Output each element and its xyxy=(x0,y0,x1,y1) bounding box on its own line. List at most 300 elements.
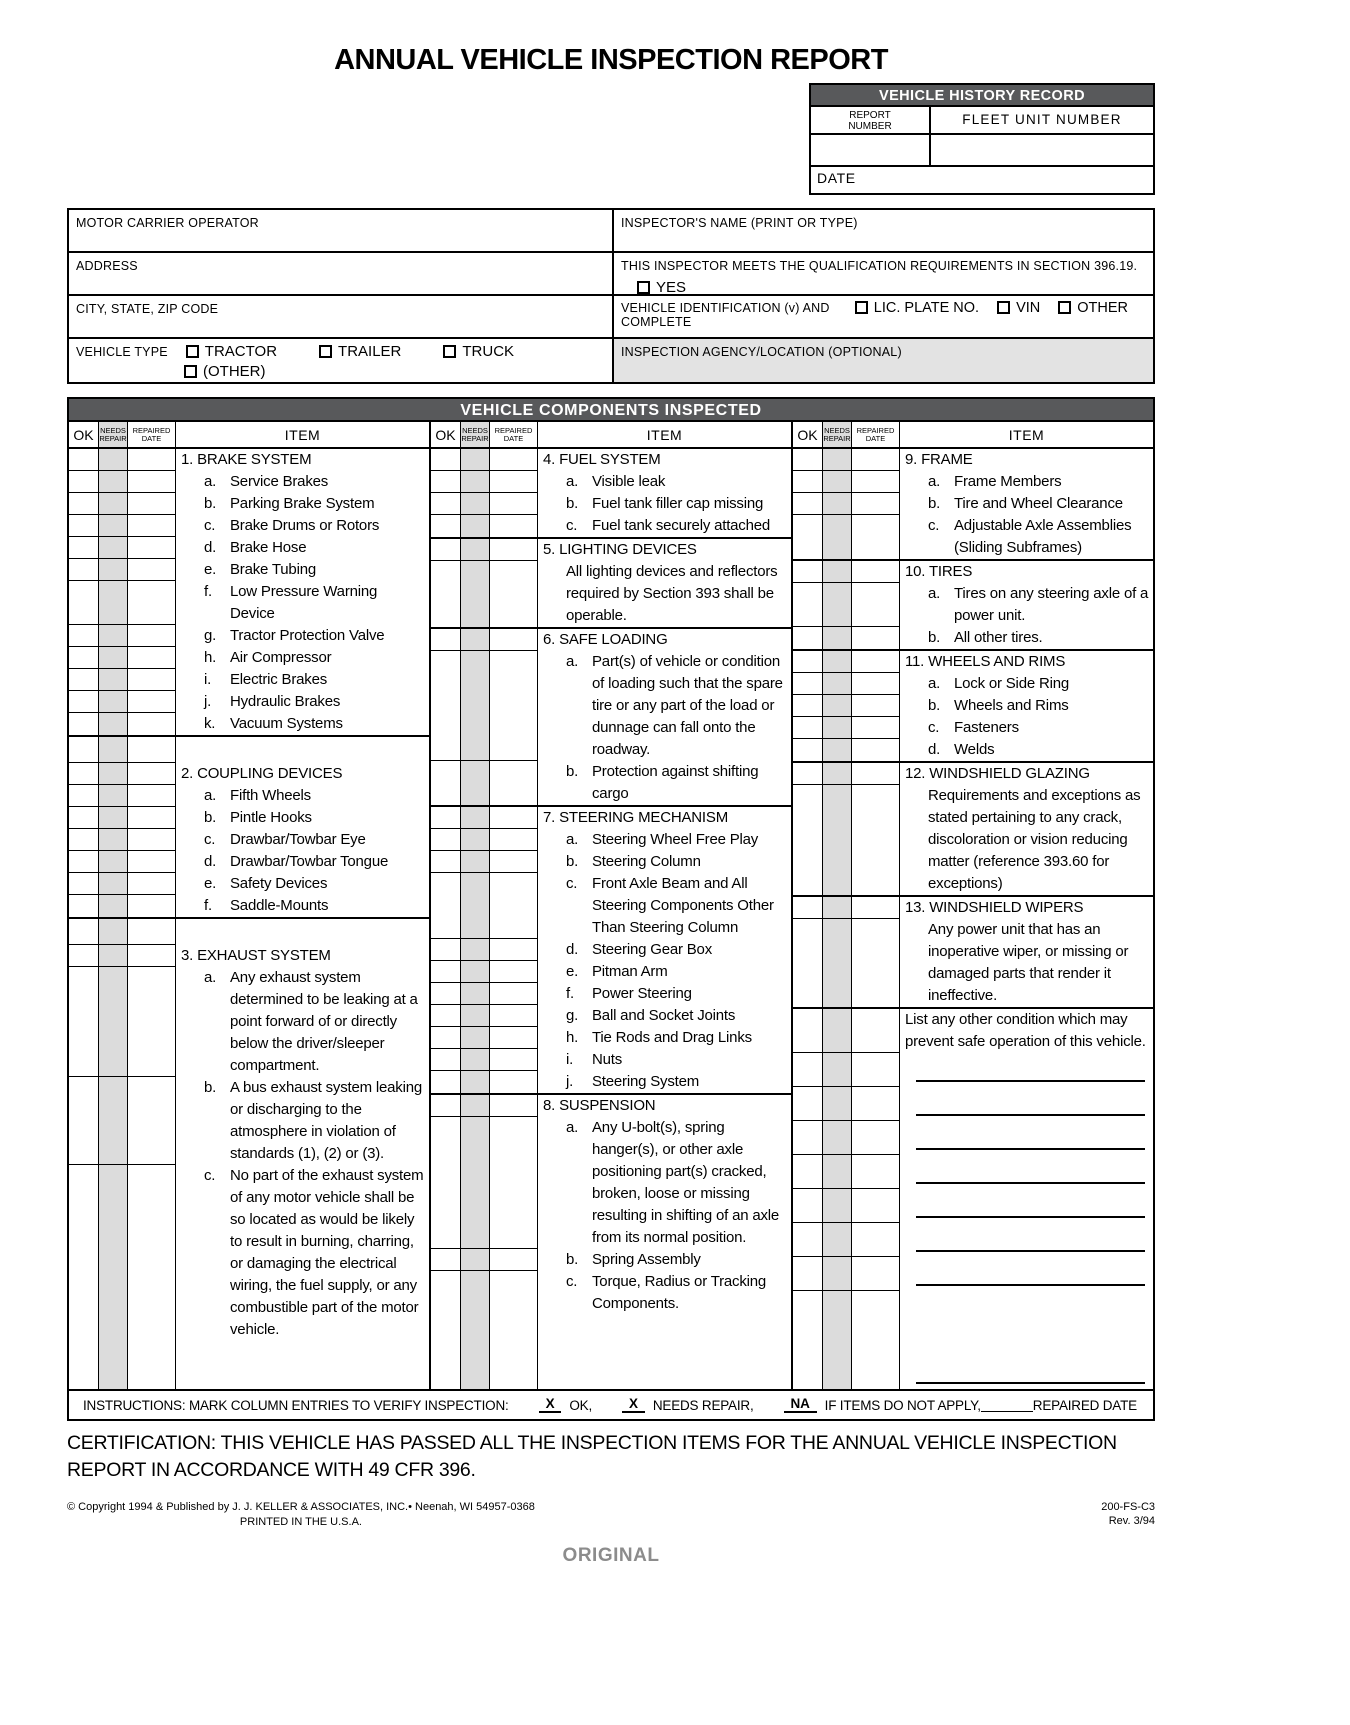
ok-cell[interactable] xyxy=(431,807,461,829)
item-text xyxy=(900,583,1153,627)
ok-cell[interactable] xyxy=(793,651,823,673)
needs-repair-cell[interactable] xyxy=(823,897,852,919)
needs-repair-cell[interactable] xyxy=(99,895,128,917)
item-label: Fuel tank securely attached xyxy=(592,517,771,534)
needs-repair-cell[interactable] xyxy=(461,1005,490,1027)
ok-cell[interactable] xyxy=(793,583,823,627)
item-text xyxy=(538,873,791,939)
repaired-date-cell[interactable] xyxy=(852,695,900,717)
repaired-date-cell[interactable] xyxy=(490,561,538,627)
needs-repair-cell[interactable] xyxy=(99,873,128,895)
ok-cell[interactable] xyxy=(431,1027,461,1049)
needs-repair-cell[interactable] xyxy=(461,1071,490,1093)
ok-cell[interactable] xyxy=(69,1077,99,1165)
component-section xyxy=(793,449,1153,559)
needs-repair-cell[interactable] xyxy=(99,737,128,763)
repaired-date-cell[interactable] xyxy=(852,1053,900,1087)
repaired-date-cell[interactable] xyxy=(128,1165,176,1389)
ok-cell[interactable] xyxy=(69,449,99,471)
needs-repair-cell[interactable] xyxy=(823,1087,852,1121)
component-section xyxy=(793,559,1153,649)
fleet-unit-number-field[interactable] xyxy=(931,135,1153,167)
item-letter: a. xyxy=(566,831,579,848)
ok-cell[interactable] xyxy=(431,761,461,805)
repaired-date-cell[interactable] xyxy=(852,1121,900,1155)
needs-repair-cell[interactable] xyxy=(823,449,852,471)
repaired-date-cell[interactable] xyxy=(490,1117,538,1249)
needs-repair-cell[interactable] xyxy=(461,539,490,561)
component-row xyxy=(69,647,429,669)
ok-cell[interactable] xyxy=(431,539,461,561)
ok-cell[interactable] xyxy=(69,873,99,895)
ok-cell[interactable] xyxy=(431,1249,461,1271)
ok-cell[interactable] xyxy=(431,629,461,651)
needs-repair-cell[interactable] xyxy=(461,807,490,829)
ok-cell[interactable] xyxy=(69,851,99,873)
repaired-date-cell[interactable] xyxy=(128,895,176,917)
repaired-date-cell[interactable] xyxy=(128,647,176,669)
needs-repair-cell[interactable] xyxy=(99,625,128,647)
component-row xyxy=(793,1009,1153,1053)
repaired-date-cell[interactable] xyxy=(490,471,538,493)
needs-repair-cell[interactable] xyxy=(461,1095,490,1117)
needs-repair-cell[interactable] xyxy=(461,493,490,515)
ok-cell[interactable] xyxy=(431,561,461,627)
repaired-date-cell[interactable] xyxy=(128,625,176,647)
needs-repair-cell[interactable] xyxy=(99,669,128,691)
original-label: ORIGINAL xyxy=(562,1545,660,1566)
repaired-date-cell[interactable] xyxy=(490,1095,538,1117)
ok-cell[interactable] xyxy=(69,1165,99,1389)
ok-cell[interactable] xyxy=(69,829,99,851)
repaired-date-cell[interactable] xyxy=(490,1071,538,1093)
needs-repair-cell[interactable] xyxy=(823,1053,852,1087)
repaired-date-cell[interactable] xyxy=(852,763,900,785)
needs-repair-cell[interactable] xyxy=(823,651,852,673)
repaired-date-cell[interactable] xyxy=(128,737,176,763)
na-mark-label: IF ITEMS DO NOT APPLY, xyxy=(824,1397,981,1413)
needs-repair-cell[interactable] xyxy=(823,627,852,649)
repaired-date-cell[interactable] xyxy=(852,919,900,1007)
item-label: Vacuum Systems xyxy=(230,715,343,732)
repaired-date-cell[interactable] xyxy=(852,1009,900,1053)
item-label: Parking Brake System xyxy=(230,495,375,512)
motor-carrier-operator-field[interactable] xyxy=(69,210,612,253)
city-state-zip-field[interactable] xyxy=(69,296,612,339)
repaired-date-cell[interactable] xyxy=(852,1257,900,1291)
component-row xyxy=(69,537,429,559)
repaired-date-cell[interactable] xyxy=(490,539,538,561)
truck-checkbox[interactable] xyxy=(443,345,456,358)
repaired-date-cell[interactable] xyxy=(852,515,900,559)
needs-repair-cell[interactable] xyxy=(461,983,490,1005)
ok-cell[interactable] xyxy=(793,1291,823,1389)
needs-repair-cell[interactable] xyxy=(823,583,852,627)
item-label: Welds xyxy=(954,741,995,758)
needs-repair-cell[interactable] xyxy=(99,945,128,967)
repaired-date-cell[interactable] xyxy=(128,967,176,1077)
repaired-date-cell[interactable] xyxy=(852,627,900,649)
repaired-date-cell[interactable] xyxy=(128,559,176,581)
component-row xyxy=(431,1117,791,1249)
ok-cell[interactable] xyxy=(69,647,99,669)
needs-repair-cell[interactable] xyxy=(461,1117,490,1249)
item-letter: b. xyxy=(928,629,941,646)
needs-repair-cell[interactable] xyxy=(461,761,490,805)
needs-repair-cell[interactable] xyxy=(461,449,490,471)
repaired-date-cell[interactable] xyxy=(128,669,176,691)
ok-cell[interactable] xyxy=(69,581,99,625)
repaired-date-cell[interactable] xyxy=(128,515,176,537)
address-field[interactable] xyxy=(69,253,612,296)
repaired-date-cell[interactable] xyxy=(128,919,176,945)
needs-repair-cell[interactable] xyxy=(823,1009,852,1053)
ok-cell[interactable] xyxy=(793,449,823,471)
needs-repair-cell[interactable] xyxy=(823,493,852,515)
needs-repair-cell[interactable] xyxy=(461,629,490,651)
ok-cell[interactable] xyxy=(69,737,99,763)
ok-cell[interactable] xyxy=(431,1049,461,1071)
other-id-checkbox[interactable] xyxy=(1058,301,1071,314)
repaired-date-cell[interactable] xyxy=(128,763,176,785)
needs-repair-cell[interactable] xyxy=(99,919,128,945)
repaired-date-cell[interactable] xyxy=(490,651,538,761)
needs-repair-cell[interactable] xyxy=(823,1291,852,1389)
needs-repair-cell[interactable] xyxy=(461,829,490,851)
needs-repair-cell[interactable] xyxy=(99,559,128,581)
needs-repair-cell[interactable] xyxy=(461,1271,490,1389)
repaired-date-cell[interactable] xyxy=(852,739,900,761)
ok-cell[interactable] xyxy=(793,627,823,649)
write-in-line[interactable] xyxy=(916,1182,1145,1184)
ok-cell[interactable] xyxy=(793,1053,823,1087)
repaired-date-cell[interactable] xyxy=(128,851,176,873)
repaired-date-cell[interactable] xyxy=(128,471,176,493)
vehicle-type-option-truck xyxy=(443,343,514,360)
needs-repair-cell[interactable] xyxy=(99,471,128,493)
needs-repair-cell[interactable] xyxy=(99,829,128,851)
component-row xyxy=(793,583,1153,627)
needs-repair-cell[interactable] xyxy=(823,717,852,739)
ok-cell[interactable] xyxy=(431,939,461,961)
ok-cell[interactable] xyxy=(431,493,461,515)
repaired-date-cell[interactable] xyxy=(490,1005,538,1027)
needs-repair-cell[interactable] xyxy=(99,493,128,515)
ok-cell[interactable] xyxy=(431,651,461,761)
repaired-date-cell[interactable] xyxy=(852,1223,900,1257)
ok-cell[interactable] xyxy=(431,961,461,983)
repaired-date-cell[interactable] xyxy=(128,713,176,735)
needs-repair-cell[interactable] xyxy=(461,961,490,983)
write-in-line[interactable] xyxy=(916,1080,1145,1082)
repaired-date-cell[interactable] xyxy=(852,651,900,673)
repaired-date-cell[interactable] xyxy=(852,493,900,515)
ok-cell[interactable] xyxy=(69,967,99,1077)
item-text xyxy=(176,537,429,559)
repaired-date-cell[interactable] xyxy=(490,761,538,805)
ok-cell[interactable] xyxy=(431,449,461,471)
repaired-date-cell[interactable] xyxy=(852,561,900,583)
item-letter: i. xyxy=(566,1051,574,1068)
ok-cell[interactable] xyxy=(793,695,823,717)
ok-cell[interactable] xyxy=(793,717,823,739)
yes-checkbox[interactable] xyxy=(637,281,650,294)
ok-cell[interactable] xyxy=(793,1009,823,1053)
ok-cell[interactable] xyxy=(793,1223,823,1257)
needs-repair-cell[interactable] xyxy=(461,471,490,493)
item-text xyxy=(176,515,429,537)
repaired-date-cell[interactable] xyxy=(490,1027,538,1049)
ok-cell[interactable] xyxy=(793,1087,823,1121)
item-letter: a. xyxy=(566,1119,579,1136)
lic-plate-checkbox[interactable] xyxy=(855,301,868,314)
repaired-date-cell[interactable] xyxy=(490,1249,538,1271)
ok-cell[interactable] xyxy=(793,561,823,583)
item-label: Tire and Wheel Clearance xyxy=(954,495,1123,512)
needs-repair-cell[interactable] xyxy=(99,851,128,873)
item-label: Any U-bolt(s), spring hanger(s), or other axle positioning part(s) cracked, broken, loose or missing resulting in shifting of an axle from its normal position. xyxy=(592,1119,780,1246)
needs-repair-cell[interactable] xyxy=(823,1189,852,1223)
repaired-date-cell[interactable] xyxy=(128,493,176,515)
ok-cell[interactable] xyxy=(69,895,99,917)
repaired-date-cell[interactable] xyxy=(490,983,538,1005)
needs-repair-cell[interactable] xyxy=(823,785,852,895)
components-column-2 xyxy=(429,422,791,1389)
ok-cell[interactable] xyxy=(69,493,99,515)
needs-repair-cell[interactable] xyxy=(99,807,128,829)
repaired-date-cell[interactable] xyxy=(852,583,900,627)
repaired-date-cell[interactable] xyxy=(490,493,538,515)
ok-cell[interactable] xyxy=(69,919,99,945)
needs-repair-cell[interactable] xyxy=(99,647,128,669)
needs-repair-cell[interactable] xyxy=(99,763,128,785)
ok-cell[interactable] xyxy=(793,515,823,559)
ok-cell[interactable] xyxy=(431,851,461,873)
needs-repair-cell[interactable] xyxy=(99,1165,128,1389)
component-row xyxy=(431,807,791,829)
column-headers xyxy=(69,422,429,449)
needs-repair-cell[interactable] xyxy=(461,515,490,537)
item-letter: a. xyxy=(928,675,941,692)
ok-cell[interactable] xyxy=(69,713,99,735)
repaired-date-cell[interactable] xyxy=(128,807,176,829)
item-letter: e. xyxy=(204,561,217,578)
repaired-date-cell[interactable] xyxy=(128,829,176,851)
footer xyxy=(67,1500,1155,1529)
needs-repair-cell[interactable] xyxy=(99,713,128,735)
ok-cell[interactable] xyxy=(431,873,461,939)
ok-cell[interactable] xyxy=(793,1121,823,1155)
repaired-date-cell[interactable] xyxy=(490,873,538,939)
components-columns xyxy=(69,422,1153,1389)
repaired-date-cell[interactable] xyxy=(128,873,176,895)
repaired-date-cell[interactable] xyxy=(128,449,176,471)
vin-checkbox[interactable] xyxy=(997,301,1010,314)
repaired-date-cell[interactable] xyxy=(490,449,538,471)
trailer-checkbox[interactable] xyxy=(319,345,332,358)
ok-cell[interactable] xyxy=(793,919,823,1007)
other-vehicle-label: (OTHER) xyxy=(203,363,266,380)
component-row xyxy=(69,763,429,785)
repaired-date-cell[interactable] xyxy=(128,691,176,713)
write-in-line[interactable] xyxy=(916,1148,1145,1150)
component-row xyxy=(69,737,429,763)
ok-cell[interactable] xyxy=(69,785,99,807)
needs-repair-cell[interactable] xyxy=(99,449,128,471)
needs-repair-cell[interactable] xyxy=(823,471,852,493)
needs-repair-cell[interactable] xyxy=(823,1121,852,1155)
report-number-field[interactable] xyxy=(811,135,931,167)
ok-cell[interactable] xyxy=(793,493,823,515)
component-row xyxy=(431,873,791,939)
ok-cell[interactable] xyxy=(793,471,823,493)
repaired-date-cell[interactable] xyxy=(852,673,900,695)
ok-cell[interactable] xyxy=(431,1005,461,1027)
needs-repair-cell[interactable] xyxy=(461,1027,490,1049)
needs-repair-cell[interactable] xyxy=(461,939,490,961)
needs-repair-cell[interactable] xyxy=(823,919,852,1007)
repaired-date-cell[interactable] xyxy=(490,851,538,873)
repaired-date-header: REPAIRED DATE xyxy=(128,422,176,447)
item-letter: c. xyxy=(566,1273,578,1290)
repaired-date-cell[interactable] xyxy=(128,1077,176,1165)
needs-repair-cell[interactable] xyxy=(99,1077,128,1165)
ok-cell[interactable] xyxy=(69,945,99,967)
item-text xyxy=(176,807,429,829)
ok-cell[interactable] xyxy=(793,763,823,785)
item-letter: b. xyxy=(204,495,217,512)
needs-repair-cell[interactable] xyxy=(823,515,852,559)
repaired-date-cell[interactable] xyxy=(852,1291,900,1389)
item-letter: c. xyxy=(204,1167,216,1184)
ok-cell[interactable] xyxy=(69,471,99,493)
ok-cell[interactable] xyxy=(431,515,461,537)
write-in-line[interactable] xyxy=(916,1382,1145,1384)
ok-cell[interactable] xyxy=(69,625,99,647)
needs-repair-cell[interactable] xyxy=(823,1257,852,1291)
carrier-info-column xyxy=(69,210,614,382)
ok-cell[interactable] xyxy=(431,1117,461,1249)
write-in-line[interactable] xyxy=(916,1284,1145,1286)
ok-cell[interactable] xyxy=(793,897,823,919)
needs-repair-cell[interactable] xyxy=(823,673,852,695)
ok-cell[interactable] xyxy=(431,1271,461,1389)
needs-repair-cell[interactable] xyxy=(823,1223,852,1257)
repaired-date-cell[interactable] xyxy=(490,1049,538,1071)
needs-repair-cell[interactable] xyxy=(461,651,490,761)
repaired-date-cell[interactable] xyxy=(490,1271,538,1389)
repaired-date-cell[interactable] xyxy=(490,515,538,537)
item-label: Torque, Radius or Tracking Components. xyxy=(592,1273,767,1312)
repaired-date-cell[interactable] xyxy=(490,807,538,829)
needs-repair-cell[interactable] xyxy=(99,581,128,625)
repaired-date-cell[interactable] xyxy=(852,785,900,895)
tractor-checkbox[interactable] xyxy=(186,345,199,358)
ok-cell[interactable] xyxy=(69,763,99,785)
component-row xyxy=(431,629,791,651)
inspection-agency-field[interactable] xyxy=(614,339,1153,382)
item-header: ITEM xyxy=(646,426,683,443)
needs-repair-cell[interactable] xyxy=(823,1155,852,1189)
repaired-date-cell[interactable] xyxy=(852,1087,900,1121)
item-text xyxy=(538,1049,791,1071)
ok-cell[interactable] xyxy=(69,669,99,691)
item-label: Air Compressor xyxy=(230,649,332,666)
ok-cell[interactable] xyxy=(793,785,823,895)
ok-cell[interactable] xyxy=(431,1095,461,1117)
ok-cell[interactable] xyxy=(431,983,461,1005)
needs-repair-cell[interactable] xyxy=(461,851,490,873)
needs-repair-cell[interactable] xyxy=(99,537,128,559)
component-row xyxy=(69,493,429,515)
date-field[interactable] xyxy=(811,167,1153,193)
ok-cell[interactable] xyxy=(793,673,823,695)
repaired-date-cell[interactable] xyxy=(490,939,538,961)
needs-repair-cell[interactable] xyxy=(99,515,128,537)
ok-cell[interactable] xyxy=(69,537,99,559)
write-in-line[interactable] xyxy=(916,1114,1145,1116)
repaired-date-cell[interactable] xyxy=(490,829,538,851)
repaired-date-cell[interactable] xyxy=(128,785,176,807)
component-row xyxy=(431,1249,791,1271)
repaired-date-cell[interactable] xyxy=(852,717,900,739)
repaired-date-cell[interactable] xyxy=(128,581,176,625)
needs-repair-cell[interactable] xyxy=(823,763,852,785)
needs-repair-cell[interactable] xyxy=(99,785,128,807)
inspector-name-field[interactable] xyxy=(614,210,1153,253)
needs-repair-cell[interactable] xyxy=(461,873,490,939)
repaired-date-cell[interactable] xyxy=(128,945,176,967)
ok-cell[interactable] xyxy=(793,1189,823,1223)
write-in-line[interactable] xyxy=(916,1250,1145,1252)
repaired-date-cell[interactable] xyxy=(128,537,176,559)
ok-cell[interactable] xyxy=(69,691,99,713)
ok-cell[interactable] xyxy=(69,807,99,829)
ok-cell[interactable] xyxy=(69,515,99,537)
qualification-yes-option xyxy=(637,279,1146,296)
other-vehicle-checkbox[interactable] xyxy=(184,365,197,378)
repaired-date-cell[interactable] xyxy=(490,629,538,651)
item-letter: a. xyxy=(566,653,579,670)
ok-cell[interactable] xyxy=(431,471,461,493)
needs-repair-cell[interactable] xyxy=(461,1249,490,1271)
repaired-date-cell[interactable] xyxy=(852,1189,900,1223)
repaired-date-cell[interactable] xyxy=(490,961,538,983)
item-label: Ball and Socket Joints xyxy=(592,1007,736,1024)
needs-repair-cell[interactable] xyxy=(461,561,490,627)
repaired-date-cell[interactable] xyxy=(852,897,900,919)
ok-cell[interactable] xyxy=(69,559,99,581)
repaired-date-cell[interactable] xyxy=(852,1155,900,1189)
ok-cell[interactable] xyxy=(431,829,461,851)
needs-repair-cell[interactable] xyxy=(823,695,852,717)
ok-cell[interactable] xyxy=(793,1155,823,1189)
write-in-line[interactable] xyxy=(916,1216,1145,1218)
repaired-date-cell[interactable] xyxy=(852,471,900,493)
needs-repair-cell[interactable] xyxy=(823,739,852,761)
ok-cell[interactable] xyxy=(793,1257,823,1291)
ok-cell[interactable] xyxy=(431,1071,461,1093)
repaired-date-blank[interactable] xyxy=(981,1399,1033,1412)
needs-repair-cell[interactable] xyxy=(99,691,128,713)
item-label: Steering System xyxy=(592,1073,700,1090)
needs-repair-cell[interactable] xyxy=(461,1049,490,1071)
needs-repair-cell[interactable] xyxy=(99,967,128,1077)
repaired-date-cell[interactable] xyxy=(852,449,900,471)
ok-cell[interactable] xyxy=(793,739,823,761)
revision-number: Rev. 3/94 xyxy=(1108,1515,1155,1527)
needs-repair-cell[interactable] xyxy=(823,561,852,583)
